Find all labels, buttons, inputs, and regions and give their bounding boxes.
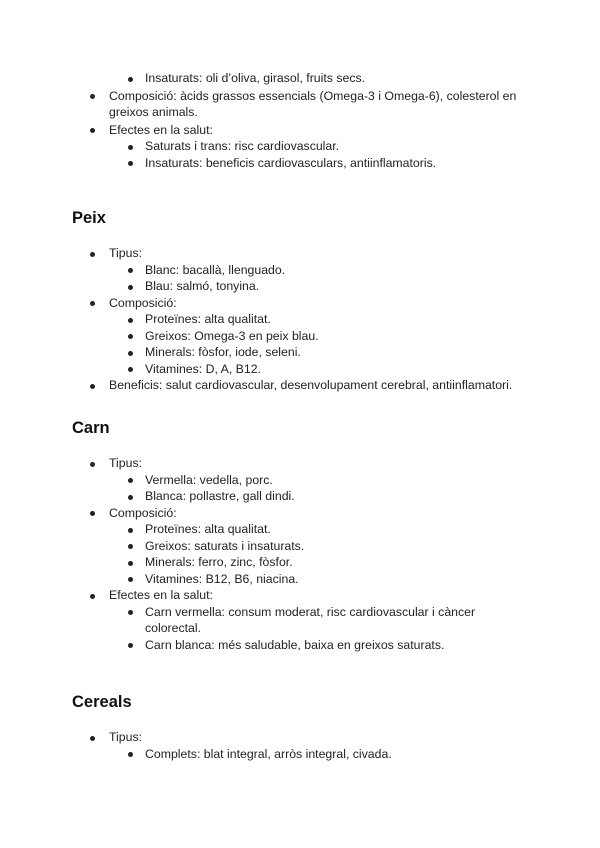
list-item: Tipus: [0,729,600,746]
list-item: Greixos: saturats i insaturats. [0,538,600,555]
list-item: Vermella: vedella, porc. [0,472,600,489]
list-item: Proteïnes: alta qualitat. [0,311,600,328]
list-item: Blau: salmó, tonyina. [0,278,600,295]
list-item: Tipus: [0,455,600,472]
list-item: Blanca: pollastre, gall dindi. [0,488,600,505]
list-item: Greixos: Omega-3 en peix blau. [0,328,600,345]
list-item: Insaturats: beneficis cardiovasculars, antiinflamatoris. [0,155,600,172]
list-item: Vitamines: D, A, B12. [0,361,600,378]
list-item: Insaturats: oli d’oliva, girasol, fruits secs. [0,70,600,87]
list-item: Efectes en la salut: [0,122,600,139]
section-heading-cereals: Cereals [72,693,132,711]
list-item: Carn blanca: més saludable, baixa en greixos saturats. [0,637,600,654]
list-item: Composició: àcids grassos essencials (Omega-3 i Omega-6), colesterol en greixos animals. [0,88,600,121]
peix-list [0,245,600,394]
list-item: Minerals: fòsfor, iode, seleni. [0,344,600,361]
section-heading-carn: Carn [72,419,110,437]
list-item: Composició: [0,505,600,522]
list-item: Vitamines: B12, B6, niacina. [0,571,600,588]
list-item: Beneficis: salut cardiovascular, desenvolupament cerebral, antiinflamatori. [0,377,600,394]
carn-list [0,455,600,653]
list-item: Complets: blat integral, arròs integral, civada. [0,746,600,763]
list-item: Carn vermella: consum moderat, risc cardiovascular i càncer colorectal. [0,604,600,637]
list-item: Proteïnes: alta qualitat. [0,521,600,538]
list-item: Blanc: bacallà, llenguado. [0,262,600,279]
list-item: Composició: [0,295,600,312]
list-item: Saturats i trans: risc cardiovascular. [0,138,600,155]
intro-list [0,70,600,171]
list-item: Efectes en la salut: [0,587,600,604]
list-item: Minerals: ferro, zinc, fòsfor. [0,554,600,571]
cereals-list [0,729,600,762]
list-item: Tipus: [0,245,600,262]
section-heading-peix: Peix [72,209,106,227]
